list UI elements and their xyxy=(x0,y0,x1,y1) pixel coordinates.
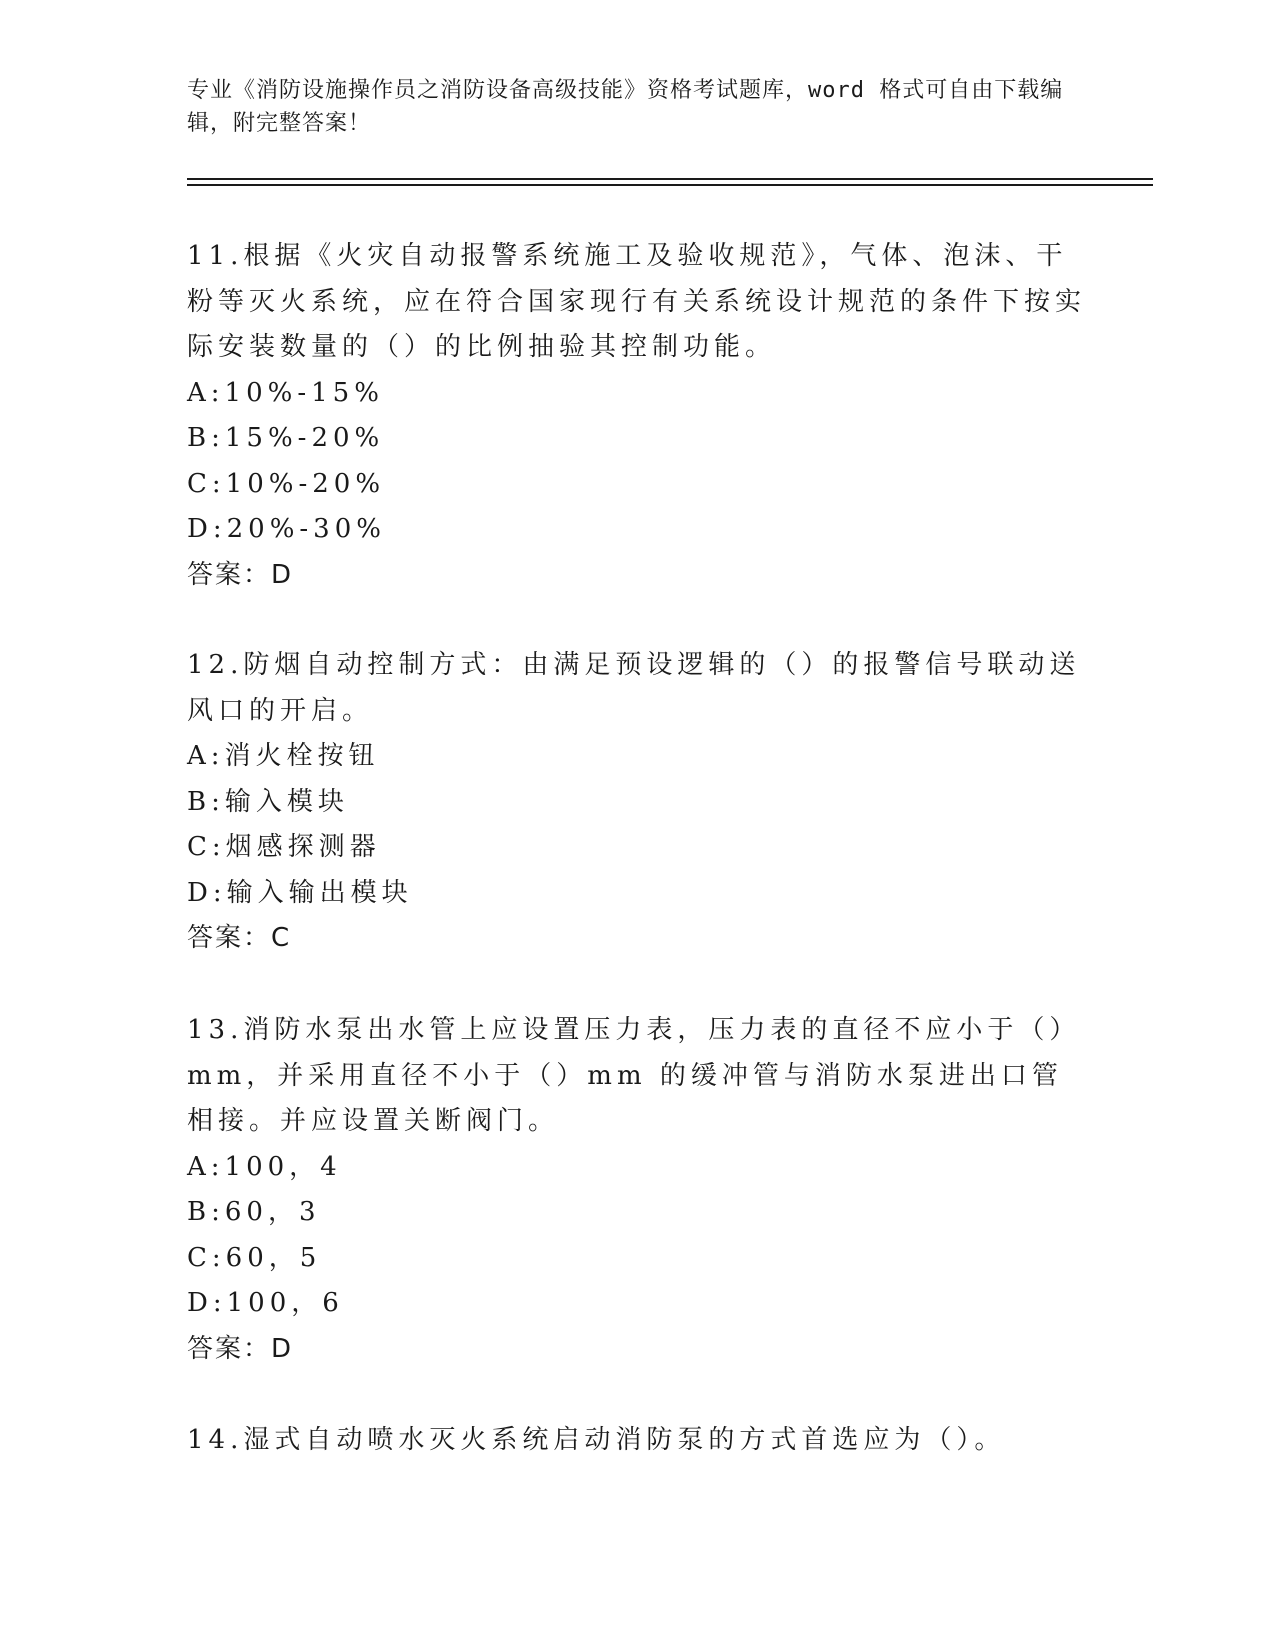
answer-line xyxy=(187,553,1087,599)
option-d xyxy=(187,871,1087,917)
option-letter: C: xyxy=(187,832,226,862)
header-divider-bottom xyxy=(187,184,1153,186)
option-letter: C: xyxy=(187,1242,226,1273)
option-text: 输入输出模块 xyxy=(226,877,413,908)
option-text: 烟感探测器 xyxy=(225,832,381,862)
answer-value: D xyxy=(271,1333,294,1364)
question-stem: 14.湿式自动喷水灭火系统启动消防泵的方式首选应为（）。 xyxy=(187,1425,1006,1455)
question-12 xyxy=(187,643,1087,962)
question-11 xyxy=(187,234,1087,598)
answer-label: 答案： xyxy=(187,1333,272,1364)
option-letter: B: xyxy=(187,786,225,817)
option-text: 20%-30% xyxy=(226,514,386,544)
option-a xyxy=(187,1145,1087,1191)
option-c xyxy=(187,825,1087,871)
option-text: 100，4 xyxy=(224,1151,342,1182)
answer-line xyxy=(187,916,1087,962)
option-d xyxy=(187,1281,1087,1327)
answer-value: D xyxy=(271,559,294,590)
answer-line xyxy=(187,1327,1087,1373)
answer-label: 答案： xyxy=(187,923,272,953)
option-letter: D: xyxy=(187,514,227,544)
option-text: 100，6 xyxy=(226,1288,344,1318)
option-letter: C: xyxy=(187,468,226,499)
answer-label: 答案： xyxy=(187,559,272,590)
answer-value: C xyxy=(271,923,292,953)
document-header: 专业《消防设施操作员之消防设备高级技能》资格考试题库，word 格式可自由下载编辑，附完整答案！ xyxy=(187,78,1064,136)
option-letter: A: xyxy=(187,377,225,408)
option-a xyxy=(187,371,1087,417)
option-text: 消火栓按钮 xyxy=(224,741,380,771)
option-d xyxy=(187,507,1087,553)
option-letter: A: xyxy=(187,741,225,771)
option-text: 输入模块 xyxy=(224,786,349,817)
question-stem: 13.消防水泵出水管上应设置压力表，压力表的直径不应小于（）mm，并采用直径不小于（）mm 的缓冲管与消防水泵进出口管相接。并应设置关断阀门。 xyxy=(187,1015,1081,1136)
option-text: 60，3 xyxy=(224,1197,321,1227)
option-b xyxy=(187,1190,1087,1236)
question-14 xyxy=(187,1418,1087,1464)
option-letter: B: xyxy=(187,423,225,453)
option-c xyxy=(187,462,1087,508)
option-letter: D: xyxy=(187,1288,227,1318)
option-text: 10%-20% xyxy=(225,468,386,499)
option-letter: B: xyxy=(187,1197,225,1227)
option-a xyxy=(187,734,1087,780)
option-letter: D: xyxy=(187,877,227,908)
option-b xyxy=(187,416,1087,462)
option-text: 60，5 xyxy=(225,1242,322,1273)
option-b xyxy=(187,780,1087,826)
option-text: 10%-15% xyxy=(224,377,384,408)
question-stem: 11.根据《火灾自动报警系统施工及验收规范》，气体、泡沫、干粉等灭火系统，应在符合国家现行有关系统设计规范的条件下按实际安装数量的（）的比例抽验其控制功能。 xyxy=(187,241,1087,362)
option-letter: A: xyxy=(187,1151,225,1182)
question-13 xyxy=(187,1008,1087,1372)
header-divider-top xyxy=(187,178,1153,180)
option-c xyxy=(187,1236,1087,1282)
option-text: 15%-20% xyxy=(224,423,385,453)
question-stem: 12.防烟自动控制方式：由满足预设逻辑的（）的报警信号联动送风口的开启。 xyxy=(187,650,1081,726)
